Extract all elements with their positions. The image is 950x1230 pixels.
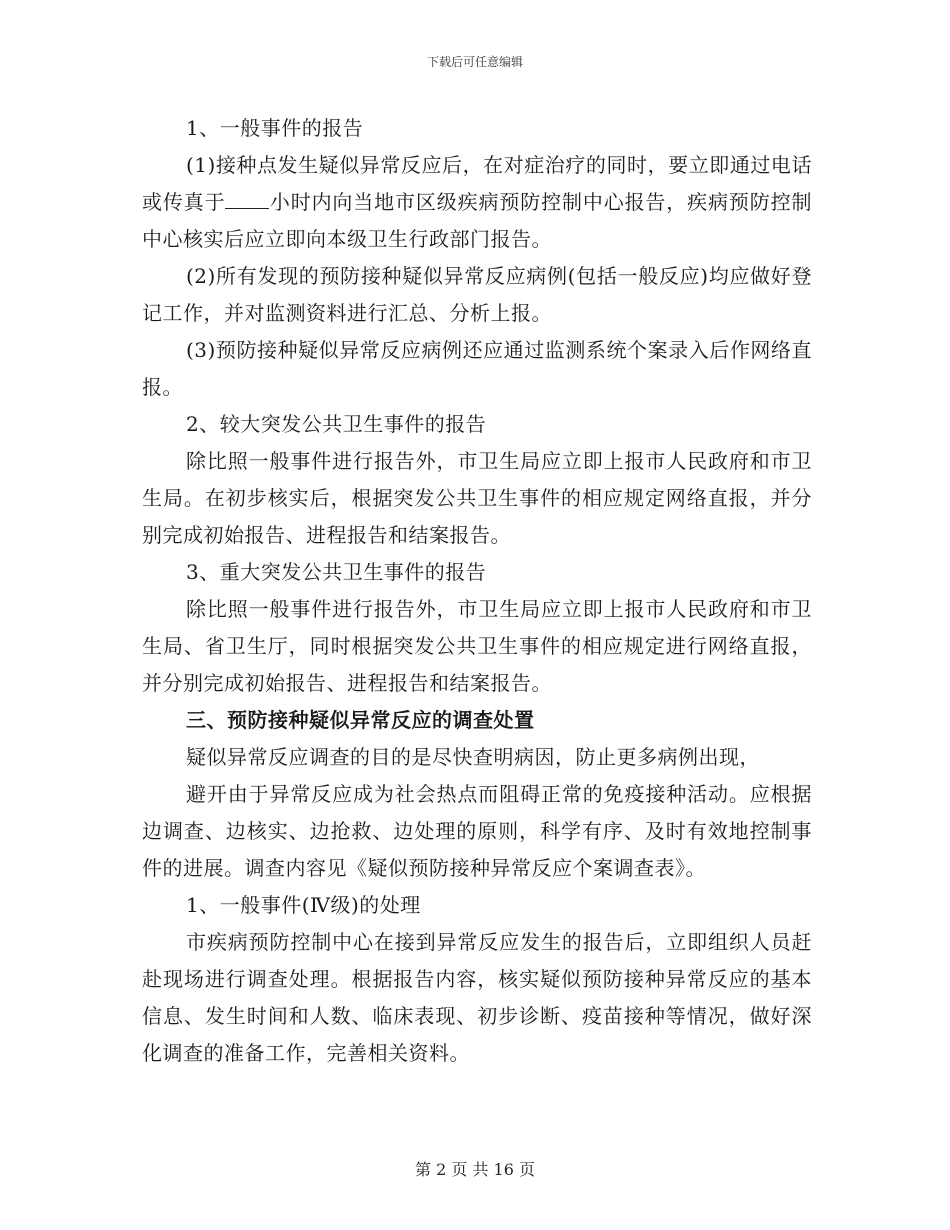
paragraph-investigation-principle: 避开由于异常反应成为社会热点而阻碍正常的免疫接种活动。应根据边调查、边核实、边抢救、边处理的原则，科学有序、及时有效地控制事件的进展。调查内容见《疑似预防接种异常反应个案调查表》。 <box>142 782 812 880</box>
paragraph-item-3: (3)预防接种疑似异常反应病例还应通过监测系统个案录入后作网络直报。 <box>142 338 812 399</box>
subheading-general-event-report: 1、一般事件的报告 <box>186 116 364 140</box>
page-footer: 第 2 页 共 16 页 <box>415 1160 535 1179</box>
page-header: 下载后可任意编辑 <box>426 55 523 69</box>
section-heading-investigation: 三、预防接种疑似异常反应的调查处置 <box>186 708 535 732</box>
document-body <box>142 110 812 1072</box>
paragraph-major-event: 除比照一般事件进行报告外，市卫生局应立即上报市人民政府和市卫生局。在初步核实后，根据突发公共卫生事件的相应规定网络直报，并分别完成初始报告、进程报告和结案报告。 <box>142 449 812 547</box>
fill-in-blank <box>225 190 269 209</box>
subheading-serious-event-report: 3、重大突发公共卫生事件的报告 <box>186 560 487 584</box>
paragraph-item-1-start: (1)接种点发生疑似异常反应后，在对症治疗的同时，要立即通过电话或传真于 <box>142 153 812 214</box>
subheading-major-event-report: 2、较大突发公共卫生事件的报告 <box>186 412 487 436</box>
paragraph-item-1-end: 小时内向当地市区级疾病预防控制中心报告，疾病预防控制中心核实后应立即向本级卫生行政部门报告。 <box>142 190 813 251</box>
paragraph-serious-event: 除比照一般事件进行报告外，市卫生局应立即上报市人民政府和市卫生局、省卫生厅，同时根据突发公共卫生事件的相应规定进行网络直报，并分别完成初始报告、进程报告和结案报告。 <box>142 597 812 695</box>
paragraph-general-event-handling: 市疾病预防控制中心在接到异常反应发生的报告后，立即组织人员赶赴现场进行调查处理。根据报告内容，核实疑似预防接种异常反应的基本信息、发生时间和人数、临床表现、初步诊断、疫苗接种等情况，做好深化调查的准备工作，完善相关资料。 <box>142 930 812 1065</box>
paragraph-item-1 <box>142 147 812 258</box>
paragraph-item-2: (2)所有发现的预防接种疑似异常反应病例(包括一般反应)均应做好登记工作，并对监测资料进行汇总、分析上报。 <box>142 264 812 325</box>
paragraph-investigation-purpose: 疑似异常反应调查的目的是尽快查明病因，防止更多病例出现， <box>186 745 760 769</box>
subheading-general-event-handling: 1、一般事件(Ⅳ级)的处理 <box>186 893 421 917</box>
